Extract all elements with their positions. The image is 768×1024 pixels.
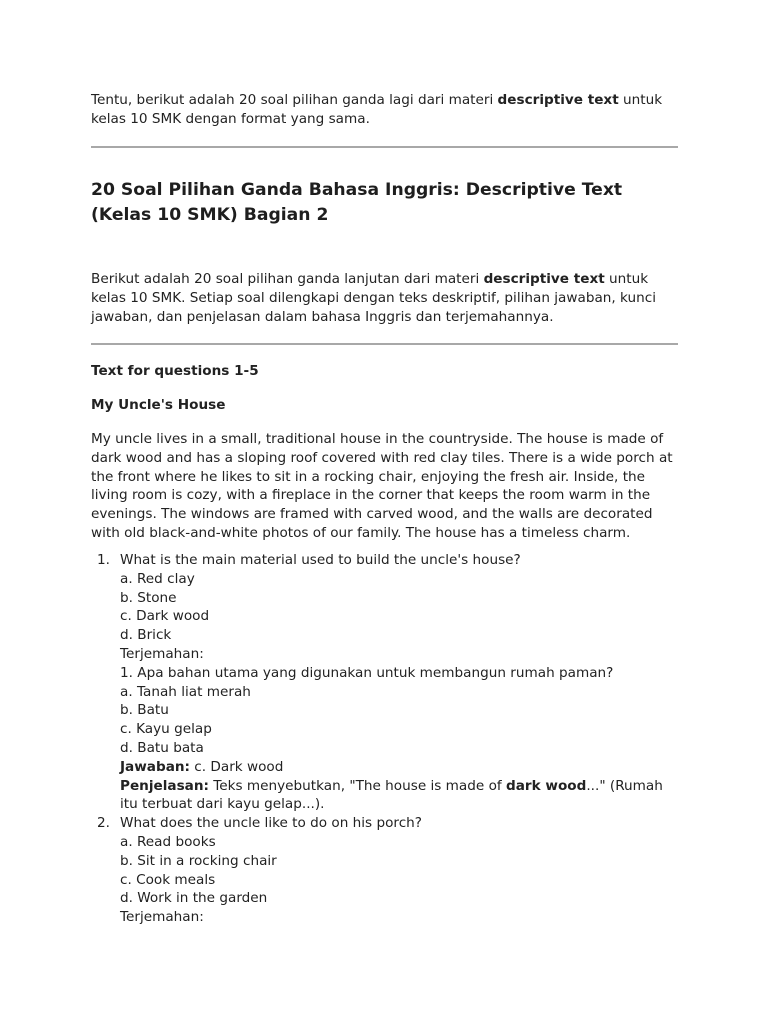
text-section-heading: Text for questions 1-5 <box>91 363 259 379</box>
answer-line <box>120 758 681 777</box>
passage-text: My uncle lives in a small, traditional house in the countryside. The house is made of dark wood and has a sloping roof covered with red clay tiles. There is a wide porch at the front where he likes to sit in a rocking chair, enjoying the fresh air. Inside, the living room is cozy, with a fireplace in the corner that keeps the room warm in the evenings. The windows are framed with carved wood, and the walls are decorated with old black-and-white photos of our family. The house has a timeless charm. <box>91 431 673 541</box>
question-number: 1. <box>97 552 110 568</box>
explanation-text-end: ..." (Rumah itu terbuat dari kayu gelap...). <box>120 777 663 813</box>
explanation-text: Teks menyebutkan, "The house is made of <box>208 777 506 794</box>
explanation-label: Penjelasan: <box>120 777 209 794</box>
explanation-line <box>120 777 681 815</box>
question-item <box>91 814 681 927</box>
intro-text: Tentu, berikut adalah 20 soal pilihan ganda lagi dari materi <box>91 92 498 108</box>
intro-bold-term: descriptive text <box>497 92 619 108</box>
option-c: c. Dark wood <box>120 608 210 625</box>
horizontal-divider <box>91 343 678 345</box>
question-number: 2. <box>97 815 110 832</box>
translation-label: Terjemahan: <box>120 645 204 662</box>
question-text: What does the uncle like to do on his porch? <box>120 815 422 832</box>
translation-question: 1. Apa bahan utama yang digunakan untuk membangun rumah paman? <box>120 664 614 681</box>
option-a: a. Read books <box>120 833 216 850</box>
lead-bold-term: descriptive text <box>483 271 605 287</box>
translation-option-d: d. Batu bata <box>120 739 204 756</box>
option-d: d. Brick <box>120 627 172 644</box>
option-c: c. Cook meals <box>120 871 216 888</box>
lead-text: Berikut adalah 20 soal pilihan ganda lanjutan dari materi <box>91 271 484 287</box>
question-list <box>91 551 681 927</box>
intro-text-end: untuk kelas 10 SMK dengan format yang sama. <box>91 92 663 127</box>
option-b: b. Sit in a rocking chair <box>120 852 277 869</box>
answer-label: Jawaban: <box>120 758 190 775</box>
page-title: 20 Soal Pilihan Ganda Bahasa Inggris: Descriptive Text (Kelas 10 SMK) Bagian 2 <box>91 180 623 225</box>
question-text: What is the main material used to build the uncle's house? <box>120 552 521 568</box>
option-a: a. Red clay <box>120 570 195 587</box>
translation-option-c: c. Kayu gelap <box>120 721 212 738</box>
option-d: d. Work in the garden <box>120 890 268 907</box>
answer-value: c. Dark wood <box>189 758 284 775</box>
option-b: b. Stone <box>120 589 177 606</box>
explanation-bold-term: dark wood <box>506 777 587 794</box>
horizontal-divider <box>91 146 678 148</box>
passage-title: My Uncle's House <box>91 397 226 413</box>
translation-label: Terjemahan: <box>120 909 204 926</box>
translation-option-b: b. Batu <box>120 702 169 719</box>
question-item <box>91 551 681 814</box>
lead-paragraph <box>91 270 681 326</box>
intro-paragraph <box>91 91 681 129</box>
lead-text-end: untuk kelas 10 SMK. Setiap soal dilengkapi dengan teks deskriptif, pilihan jawaban, kunci jawaban, dan penjelasan dalam bahasa Inggris dan terjemahannya. <box>91 271 656 325</box>
translation-option-a: a. Tanah liat merah <box>120 683 251 700</box>
